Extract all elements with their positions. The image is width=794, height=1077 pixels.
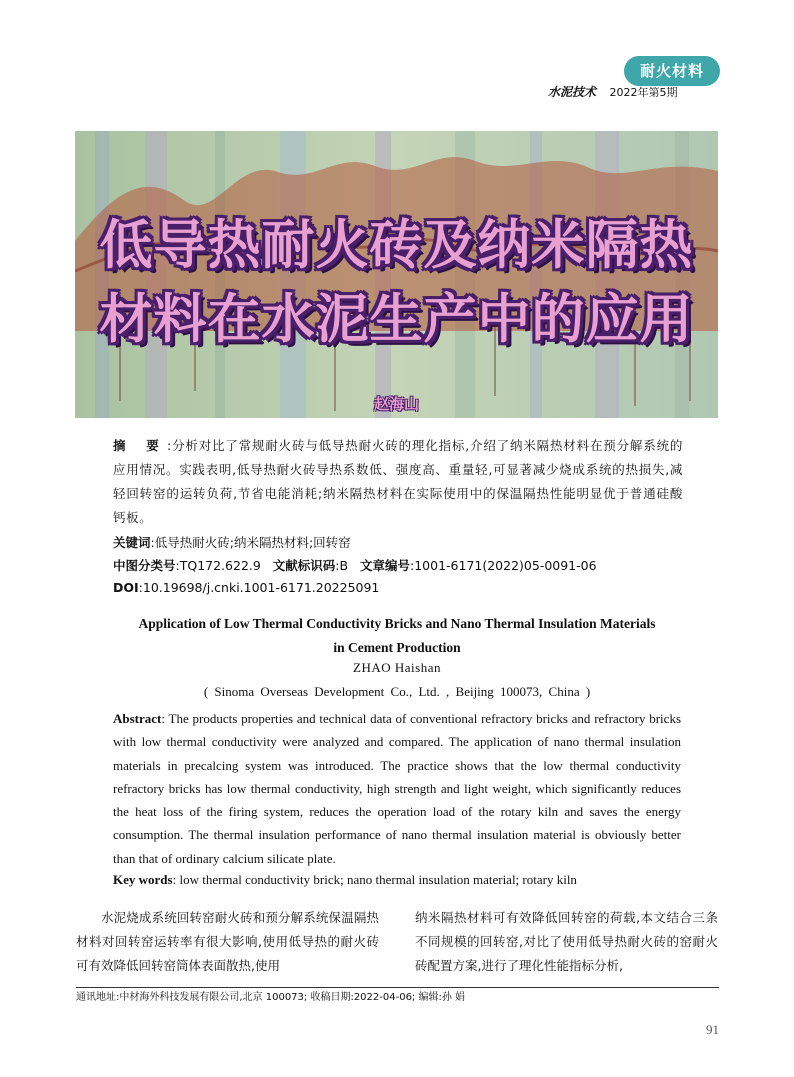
classification-line: [113, 556, 597, 576]
keywords-text: :低导热耐火砖;纳米隔热材料;回转窑: [150, 535, 351, 550]
keywords-english: [113, 872, 577, 888]
keywords-label: 关键词: [113, 535, 151, 550]
section-tag: 耐火材料: [624, 56, 720, 86]
doc-code-label: 文献标识码: [272, 558, 336, 573]
body-right-column: 纳米隔热材料可有效降低回转窑的荷载,本文结合三条不同规模的回转窑,对比了使用低导热耐火砖的窑耐火砖配置方案,进行了理化性能指标分析,: [415, 910, 718, 973]
clc-value: :TQ172.622.9: [175, 558, 261, 573]
english-title: [100, 612, 694, 660]
english-keywords-label: Key words: [113, 872, 173, 887]
article-no-value: :1001-6171(2022)05-0091-06: [410, 558, 597, 573]
doc-code-value: :B: [335, 558, 349, 573]
english-abstract-label: Abstract: [113, 711, 162, 726]
footnote-divider: [76, 987, 719, 988]
english-keywords-text: : low thermal conductivity brick; nano thermal insulation material; rotary kiln: [172, 872, 577, 887]
page-number: 91: [706, 1022, 719, 1037]
english-title-line-2: in Cement Production: [333, 640, 461, 655]
doi-line: [113, 578, 379, 598]
english-abstract-text: : The products properties and technical data of conventional refractory bricks and refractory bricks with low thermal conductivity were analyzed and compared. The application of nano thermal insulation materials in precalcing system was introduced. The practice shows that the low thermal conductivity refractory bricks has low thermal conductivity, high strength and light weight, which significantly reduces the heat loss of the firing system, reduces the operation load of the rotary kiln and saves the energy consumption. The thermal insulation performance of nano thermal insulation material is obviously better than that of ordinary calcium silicate plate.: [113, 711, 681, 866]
abstract-label: 摘 要: [113, 438, 168, 453]
journal-name: 水泥技术: [548, 85, 597, 99]
article-no-label: 文章编号: [359, 558, 410, 573]
clc-label: 中图分类号: [113, 558, 176, 573]
title-line-1: 低导热耐火砖及纳米隔热: [99, 215, 694, 276]
abstract-english: [113, 707, 681, 870]
english-affiliation: ( Sinoma Overseas Development Co., Ltd. , Beijing 100073, China ): [203, 684, 591, 699]
footnote: 通讯地址:中材海外科技发展有限公司,北京 100073; 收稿日期:2022-04-06; 编辑:孙 娟: [76, 992, 466, 1003]
keywords-chinese: [113, 533, 351, 553]
author-chinese: 赵海山: [373, 395, 419, 413]
title-banner: [75, 131, 718, 418]
abstract-text: :分析对比了常规耐火砖与低导热耐火砖的理化指标,介绍了纳米隔热材料在预分解系统的应用情况。实践表明,低导热耐火砖导热系数低、强度高、重量轻,可显著减少烧成系统的热损失,减轻回转窑的运转负荷,节省电能消耗;纳米隔热材料在实际使用中的保温隔热性能明显优于普通硅酸钙板。: [113, 438, 683, 525]
english-title-line-1: Application of Low Thermal Conductivity Bricks and Nano Thermal Insulation Materials: [138, 616, 656, 631]
journal-header: [548, 84, 718, 100]
english-author: ZHAO Haishan: [353, 660, 441, 675]
title-line-2: 材料在水泥生产中的应用: [99, 289, 694, 350]
abstract-chinese: [113, 434, 683, 530]
body-left-column: 水泥烧成系统回转窑耐火砖和预分解系统保温隔热材料对回转窑运转率有很大影响,使用低导热的耐火砖可有效降低回转窑筒体表面散热,使用: [76, 910, 379, 973]
doi-label: DOI: [113, 580, 139, 595]
issue-label: 2022年第5期: [609, 86, 678, 99]
doi-value: :10.19698/j.cnki.1001-6171.20225091: [138, 580, 380, 595]
